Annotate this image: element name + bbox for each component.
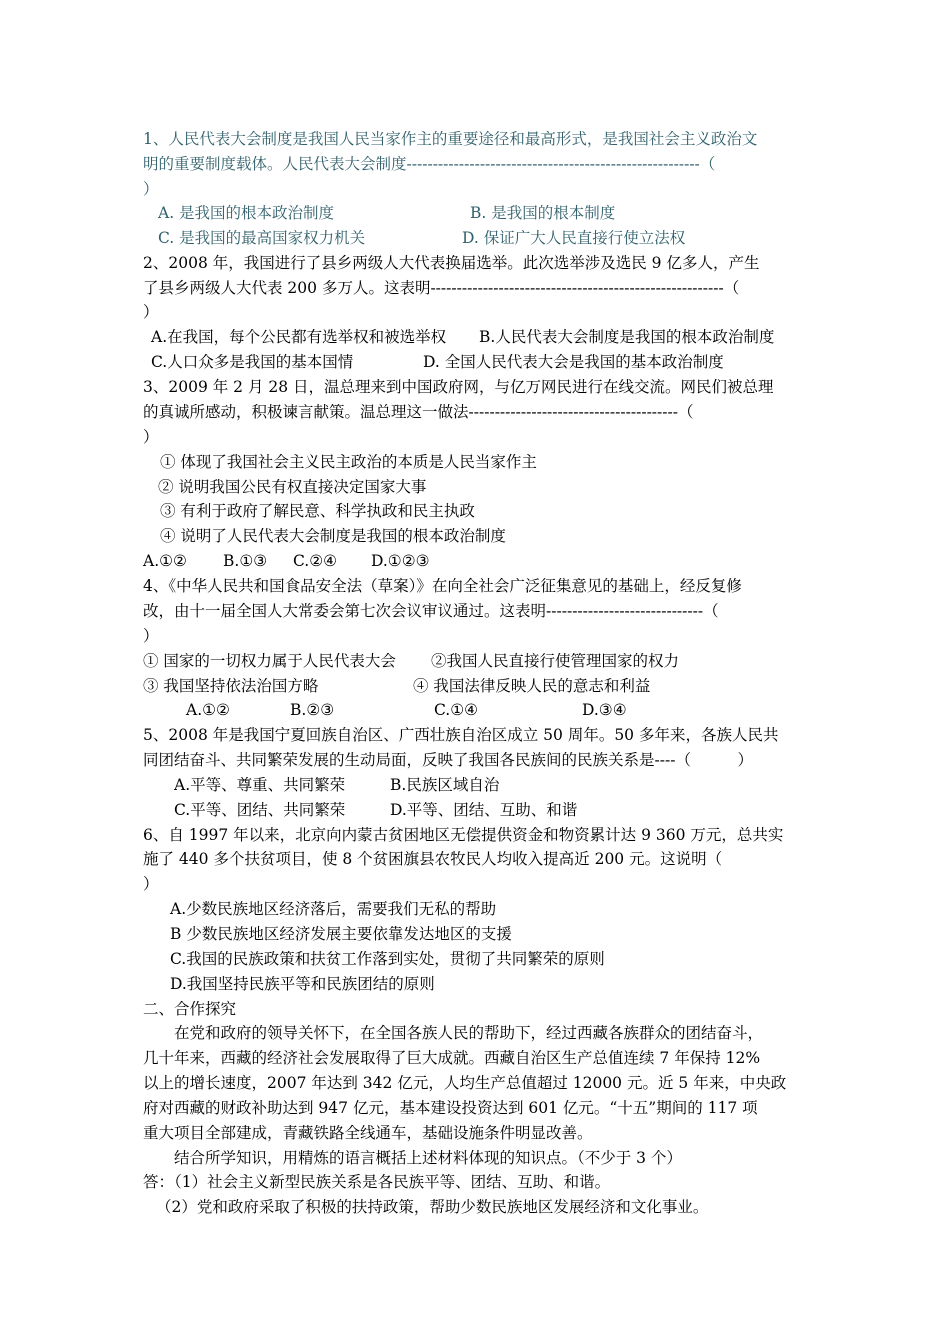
q3-option-b: B.①③ [223,552,268,570]
q1-option-a: A. 是我国的根本政治制度 [158,204,335,222]
q2-stem-line-2: 了县乡两级人大代表 200 多万人。这表明--------------------------------------------------------（ [143,279,740,297]
q1-stem-line-3: ） [143,180,159,198]
q6-option-c: C.我国的民族政策和扶贫工作落到实处，贯彻了共同繁荣的原则 [170,950,605,968]
section2-material-line-5: 重大项目全部建成，青藏铁路全线通车，基础设施条件明显改善。 [143,1124,593,1142]
q6-option-d: D.我国坚持民族平等和民族团结的原则 [170,975,435,993]
section2-material-line-2: 几十年来，西藏的经济社会发展取得了巨大成就。西藏自治区生产总值连续 7 年保持 12% [143,1049,761,1067]
q4-stem-line-1: 4、《中华人民共和国食品安全法（草案）》在向全社会广泛征集意见的基础上，经反复修 [143,577,742,595]
q2-stem-line-1: 2、2008 年，我国进行了县乡两级人大代表换届选举。此次选举涉及选民 9 亿多人，产生 [143,254,760,272]
q6-option-a: A.少数民族地区经济落后，需要我们无私的帮助 [170,900,497,918]
q2-option-d: D. 全国人民代表大会是我国的基本政治制度 [423,353,724,371]
q4-item-4: ④ 我国法律反映人民的意志和利益 [413,677,651,695]
q6-option-b: B 少数民族地区经济发展主要依靠发达地区的支援 [170,925,512,943]
q2-option-a: A.在我国，每个公民都有选举权和被选举权 [151,328,447,346]
q4-option-c: C.①④ [434,701,479,719]
q3-item-1: ① 体现了我国社会主义民主政治的本质是人民当家作主 [160,453,537,471]
q4-item-2: ②我国人民直接行使管理国家的权力 [431,652,680,670]
section2-material-line-1: 在党和政府的领导关怀下，在全国各族人民的帮助下，经过西藏各族群众的团结奋斗， [174,1024,764,1042]
q6-stem-line-2: 施了 440 多个扶贫项目，使 8 个贫困旗县农牧民人均收入提高近 200 元。这说明（ [143,850,723,868]
q4-option-d: D.③④ [582,701,627,719]
q5-option-d: D.平等、团结、互助、和谐 [390,801,578,819]
q3-item-4: ④ 说明了人民代表大会制度是我国的根本政治制度 [160,527,506,545]
q6-stem-line-1: 6、自 1997 年以来，北京向内蒙古贫困地区无偿提供资金和物资累计达 9 360 万元，总共实 [143,826,784,844]
q4-item-1: ① 国家的一切权力属于人民代表大会 [143,652,396,670]
q4-stem-line-2: 改，由十一届全国人大常委会第七次会议审议通过。这表明------------------------------（ [143,602,719,620]
q3-stem-line-2: 的真诚所感动，积极谏言献策。温总理这一做法----------------------------------------（ [143,403,694,421]
section2-question: 结合所学知识，用精炼的语言概括上述材料体现的知识点。（不少于 3 个） [174,1149,682,1167]
section2-heading: 二、合作探究 [143,1000,237,1018]
q3-option-a: A.①② [143,552,187,570]
q3-stem-line-1: 3、2009 年 2 月 28 日，温总理来到中国政府网，与亿万网民进行在线交流。网民们被总理 [143,378,774,396]
q1-option-c: C. 是我国的最高国家权力机关 [158,229,366,247]
q5-option-c: C.平等、团结、共同繁荣 [174,801,346,819]
q2-option-b: B.人民代表大会制度是我国的根本政治制度 [479,328,775,346]
q6-stem-line-3: ） [143,875,159,893]
q5-option-a: A.平等、尊重、共同繁荣 [174,776,346,794]
section2-material-line-3: 以上的增长速度，2007 年达到 342 亿元，人均生产总值超过 12000 元。近 5 年来，中央政 [143,1074,787,1092]
section2-answer-1: 答：（1）社会主义新型民族关系是各民族平等、团结、互助、和谐。 [143,1173,611,1191]
q3-option-d: D.①②③ [371,552,430,570]
q3-stem-line-3: ） [143,428,159,446]
section2-material-line-4: 府对西藏的财政补助达到 947 亿元，基本建设投资达到 601 亿元。“十五”期间的 117 项 [143,1099,758,1117]
q2-stem-line-3: ） [143,303,159,321]
q2-option-c: C.人口众多是我国的基本国情 [151,353,354,371]
q1-stem-line-2: 明的重要制度载体。人民代表大会制度--------------------------------------------------------（ [143,155,716,173]
q4-stem-line-3: ） [143,627,159,645]
q3-item-2: ② 说明我国公民有权直接决定国家大事 [158,478,427,496]
q5-option-b: B.民族区域自治 [390,776,500,794]
q4-option-a: A.①② [186,701,230,719]
q1-option-b: B. 是我国的根本制度 [470,204,616,222]
q1-option-d: D. 保证广大人民直接行使立法权 [462,229,686,247]
q5-stem-line-2: 同团结奋斗、共同繁荣发展的生动局面，反映了我国各民族间的民族关系是----（ ） [143,751,753,769]
q5-stem-line-1: 5、2008 年是我国宁夏回族自治区、广西壮族自治区成立 50 周年。50 多年来，各族人民共 [143,726,779,744]
q3-option-c: C.②④ [293,552,338,570]
q4-item-3: ③ 我国坚持依法治国方略 [143,677,319,695]
q1-stem-line-1: 1、人民代表大会制度是我国人民当家作主的重要途径和最高形式，是我国社会主义政治文 [143,130,758,148]
q3-item-3: ③ 有利于政府了解民意、科学执政和民主执政 [160,502,475,520]
q4-option-b: B.②③ [290,701,335,719]
section2-answer-2: （2）党和政府采取了积极的扶持政策，帮助少数民族地区发展经济和文化事业。 [156,1198,709,1216]
